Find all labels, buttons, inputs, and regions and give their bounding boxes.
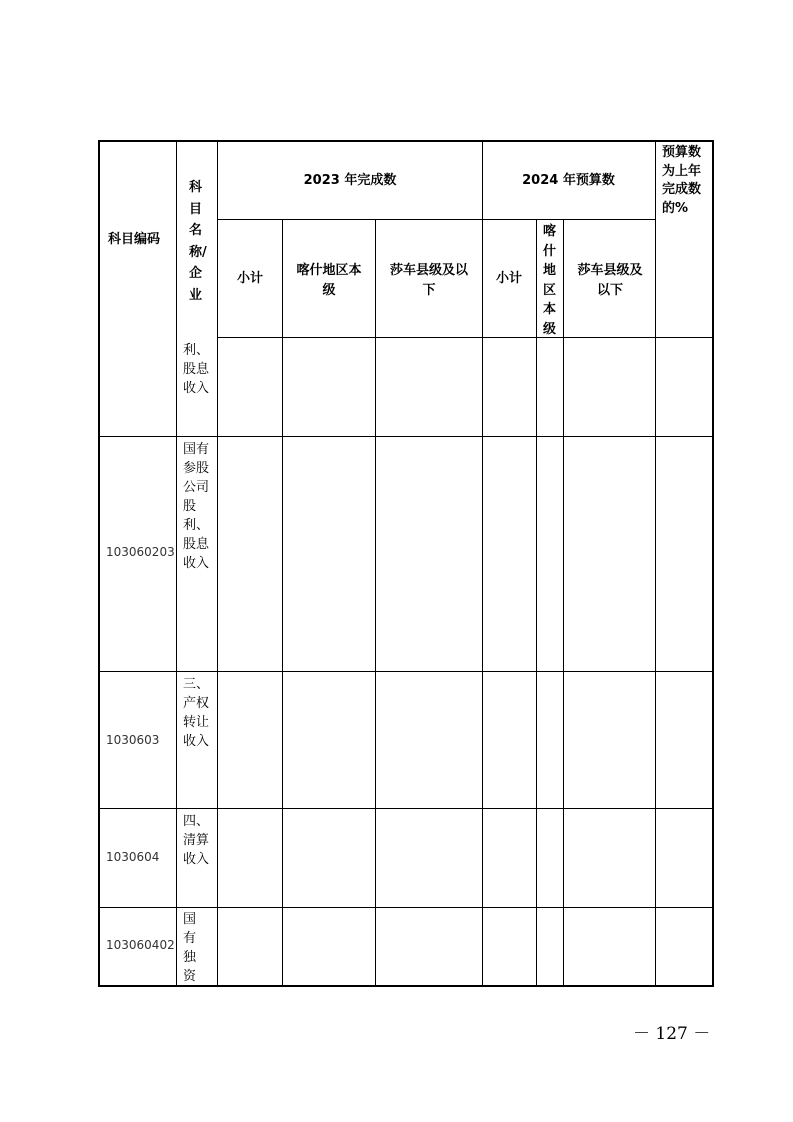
- col-divider-2024-b: [563, 219, 564, 987]
- row-divider-1: [98, 436, 714, 437]
- table-border-left: [98, 140, 100, 987]
- row-divider-3: [98, 808, 714, 809]
- row-name: 三、产权转让收入: [183, 677, 210, 749]
- row-name: 国有参股公司股利、股息收入: [183, 442, 210, 571]
- col-divider-2024-a: [536, 219, 537, 987]
- header-pct: 预算数为上年完成数的%: [662, 145, 702, 216]
- col-divider-code: [176, 140, 177, 987]
- header-code: 科目编码: [108, 232, 161, 247]
- row-code: 103060203: [106, 545, 175, 559]
- col-divider-pct: [655, 140, 656, 987]
- header-name: 科目名称/企业: [189, 180, 207, 303]
- header-2024-shache: 莎车县级及以下: [577, 263, 643, 298]
- row-divider-2: [98, 671, 714, 672]
- row-code: 1030603: [106, 733, 160, 747]
- table-border-top: [98, 140, 714, 142]
- col-divider-2023-a: [282, 219, 283, 987]
- col-divider-2023-b: [375, 219, 376, 987]
- header-2023-shache: 莎车县级及以下: [389, 263, 468, 298]
- header-bottom-line: [218, 337, 714, 338]
- row-name: 国有独资: [183, 912, 197, 984]
- row-code: 1030604: [106, 850, 160, 864]
- row-divider-4: [98, 907, 714, 908]
- row-name: 四、清算收入: [183, 814, 210, 867]
- table-border-right: [712, 140, 714, 987]
- header-2024-subtotal: 小计: [495, 271, 522, 286]
- col-divider-years: [482, 140, 483, 987]
- header-2024-kashgar: 喀什地区本级: [543, 224, 557, 337]
- header-2023-kashgar: 喀什地区本级: [296, 263, 362, 298]
- col-divider-name: [217, 140, 218, 987]
- row-name: 利、股息收入: [183, 343, 210, 396]
- header-2023-subtotal: 小计: [236, 271, 263, 286]
- header-divider: [218, 219, 655, 220]
- header-2023: 2023 年完成数: [303, 173, 397, 188]
- row-code: 103060402: [106, 938, 175, 952]
- header-2024: 2024 年预算数: [522, 173, 615, 188]
- page-number: － 127 －: [633, 1024, 711, 1044]
